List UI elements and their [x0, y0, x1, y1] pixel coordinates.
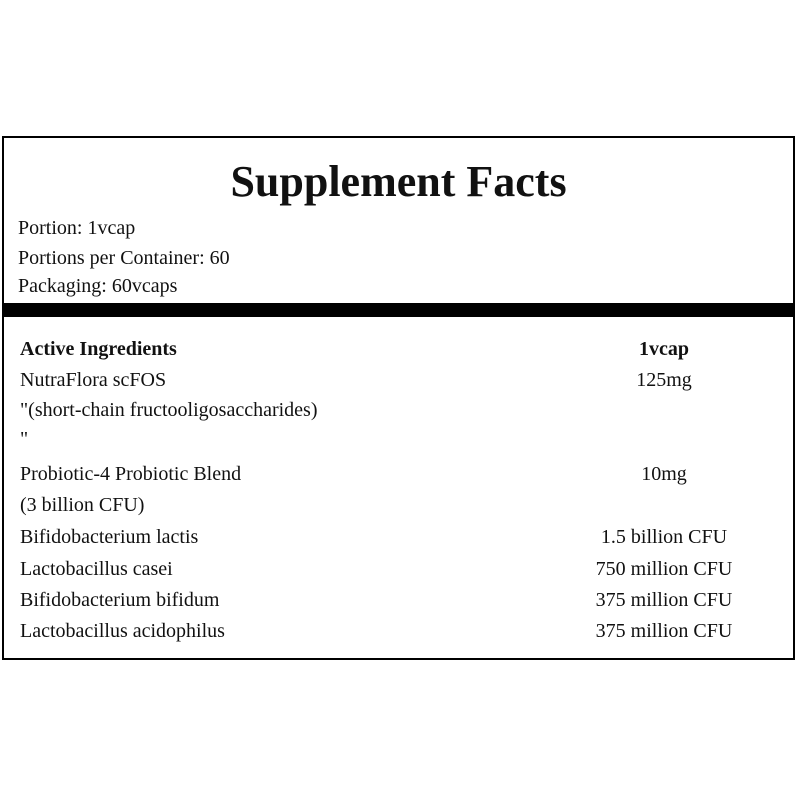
ingredient-name: (3 billion CFU) — [20, 494, 145, 516]
table-row — [4, 524, 793, 550]
ingredient-name: Bifidobacterium lactis — [20, 526, 199, 548]
ingredient-name: " — [20, 428, 29, 450]
ingredient-name: Lactobacillus acidophilus — [20, 620, 225, 642]
table-row — [4, 367, 793, 393]
table-row — [4, 618, 793, 644]
header-ingredients: Active Ingredients — [20, 338, 177, 360]
table-row — [4, 492, 793, 518]
table-row — [4, 556, 793, 582]
portions-per-container-line: Portions per Container: 60 — [18, 247, 230, 269]
ingredient-amount: 750 million CFU — [595, 558, 733, 580]
ingredient-name: Bifidobacterium bifidum — [20, 589, 220, 611]
supplement-facts-panel — [2, 136, 795, 660]
ingredient-amount: 10mg — [641, 463, 687, 485]
table-row — [4, 397, 793, 423]
ingredient-name: "(short-chain fructooligosaccharides) — [20, 399, 318, 421]
ingredient-amount: 1.5 billion CFU — [600, 526, 728, 548]
ingredient-name: NutraFlora scFOS — [20, 369, 167, 391]
ingredient-amount: 125mg — [636, 369, 692, 391]
table-header-row — [4, 336, 793, 362]
thick-divider — [4, 303, 793, 317]
ingredient-amount: 375 million CFU — [595, 620, 733, 642]
panel-title: Supplement Facts — [230, 157, 567, 206]
portion-line: Portion: 1vcap — [18, 217, 136, 239]
table-row — [4, 426, 793, 452]
packaging-line: Packaging: 60vcaps — [18, 275, 178, 297]
header-amount: 1vcap — [639, 338, 689, 360]
table-row — [4, 587, 793, 613]
ingredient-name: Lactobacillus casei — [20, 558, 173, 580]
ingredient-name: Probiotic-4 Probiotic Blend — [20, 463, 242, 485]
ingredient-amount: 375 million CFU — [595, 589, 733, 611]
table-row — [4, 461, 793, 487]
